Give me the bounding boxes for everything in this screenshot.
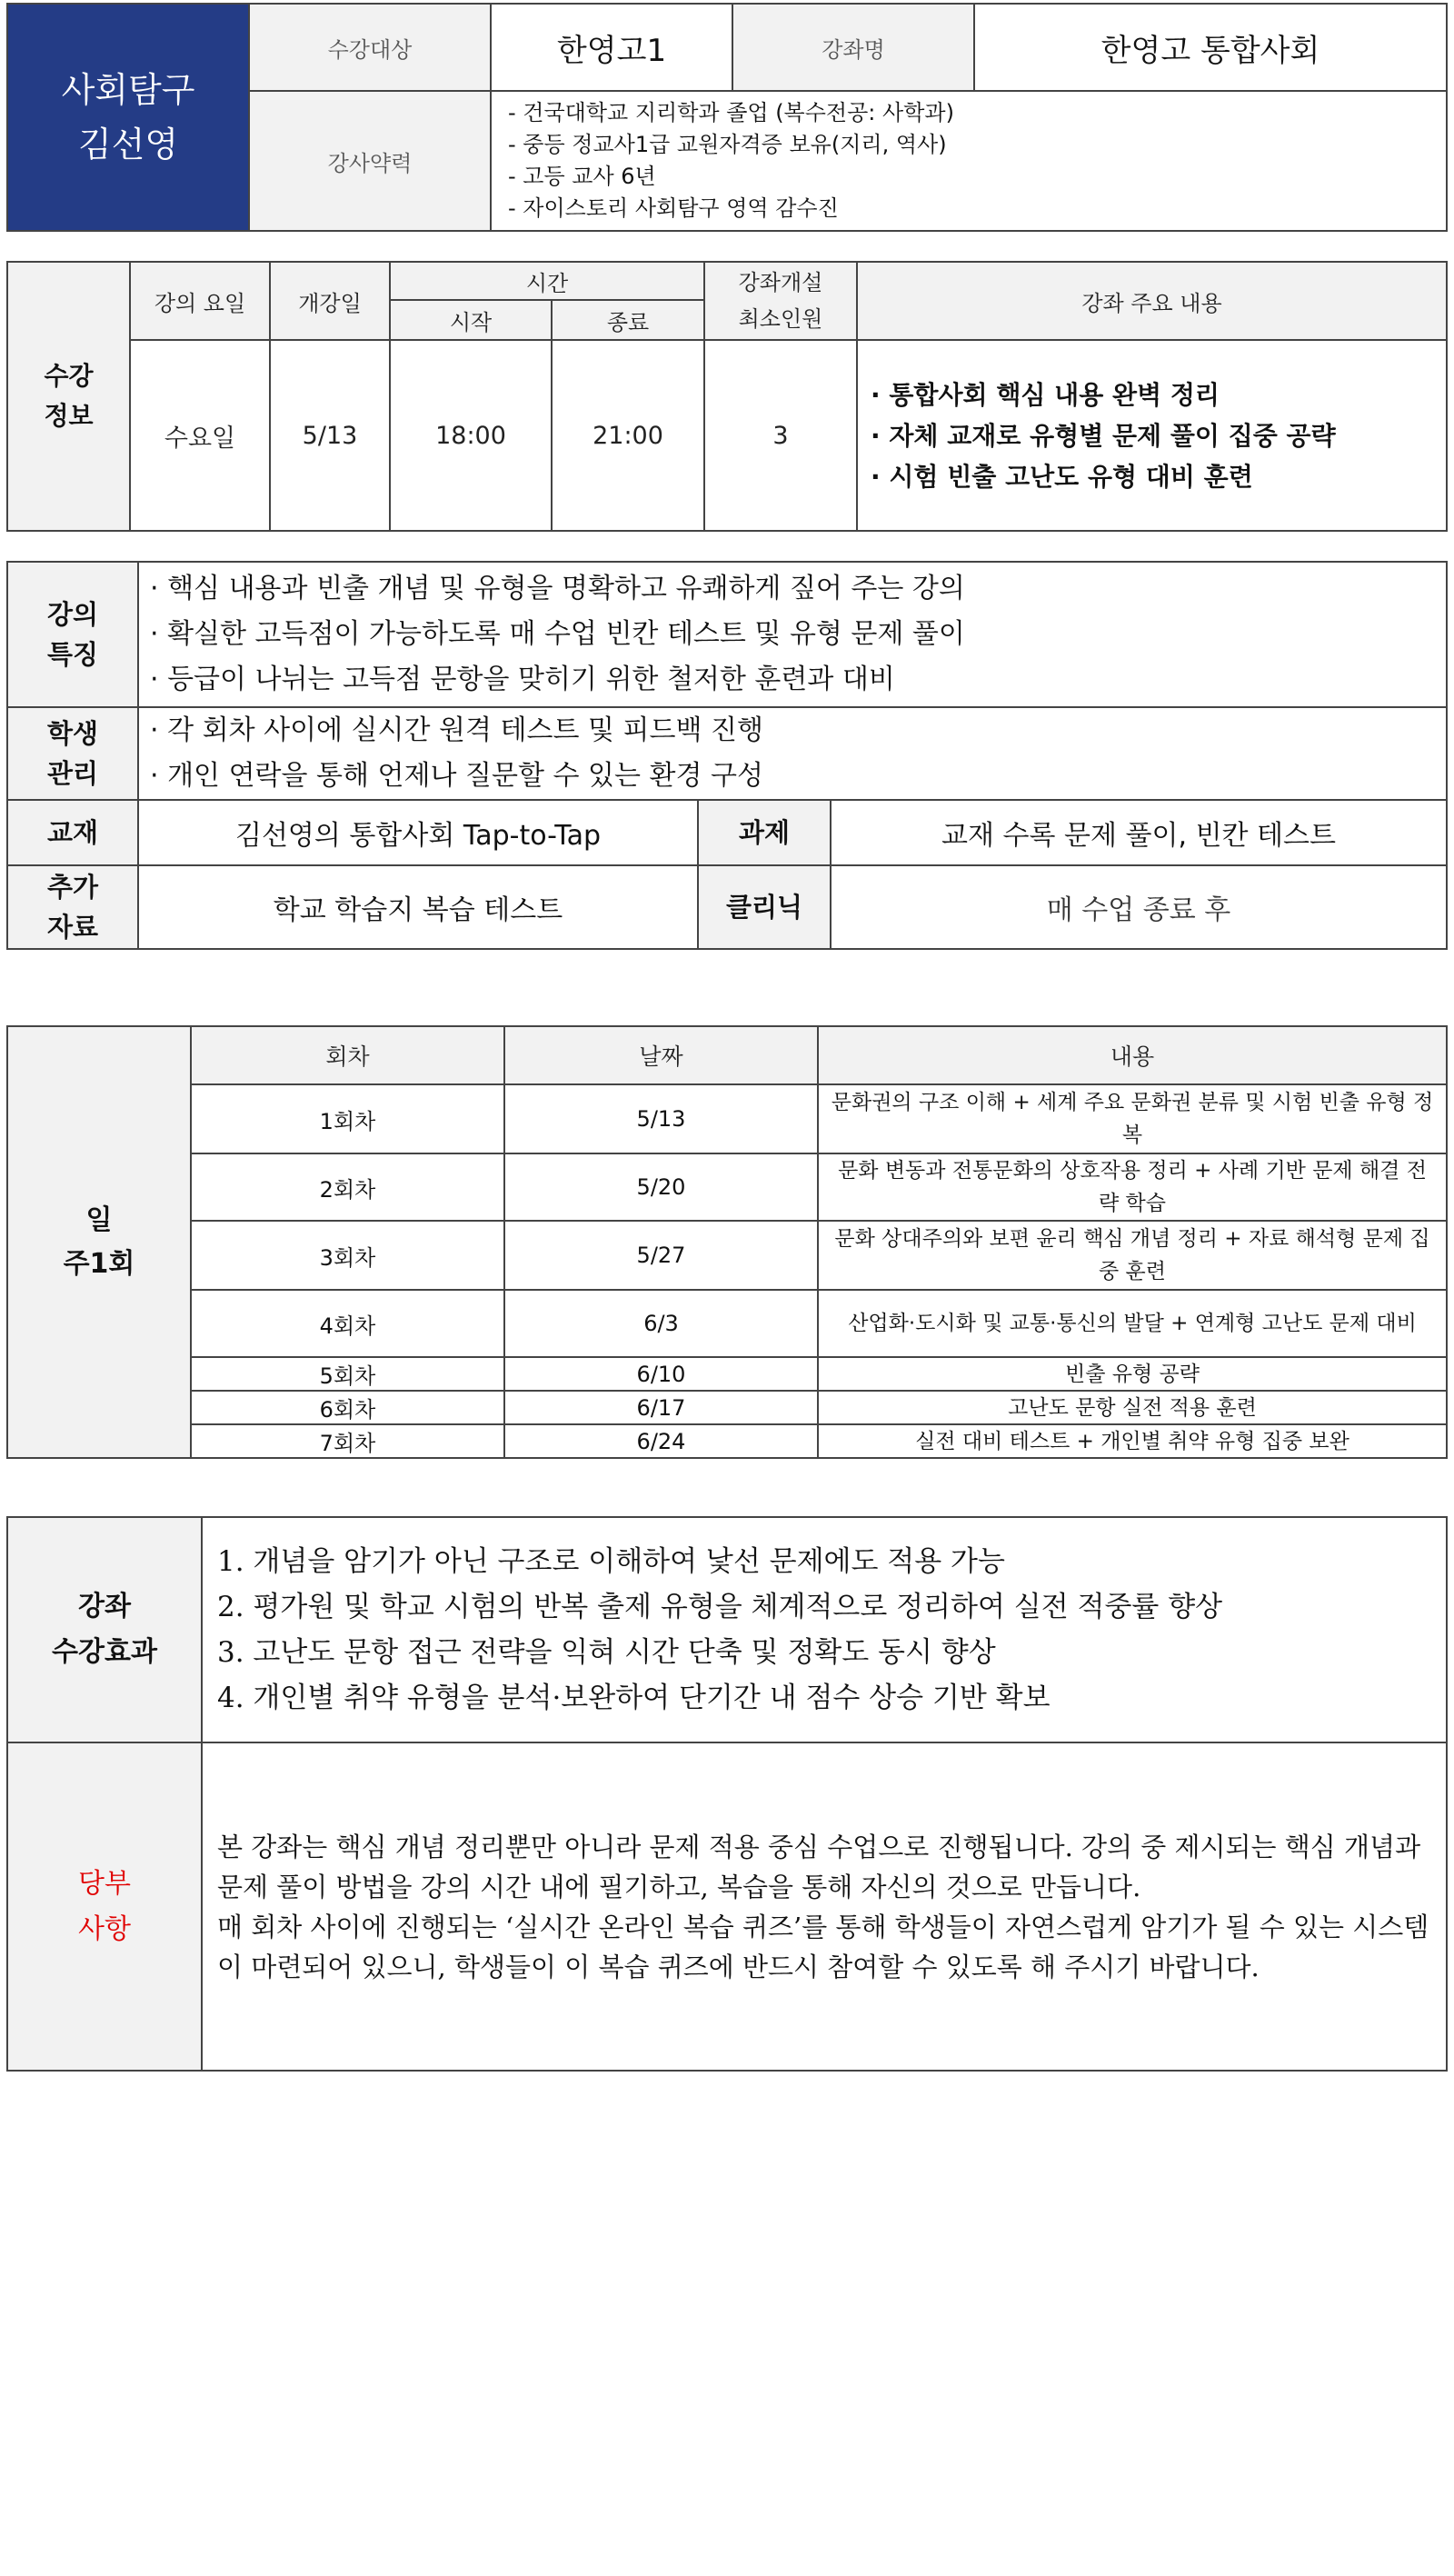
management-item: · 각 회차 사이에 실시간 원격 테스트 및 피드백 진행 xyxy=(150,714,763,746)
start-date-header: 개강일 xyxy=(270,262,390,340)
extra-value: 학교 학습지 복습 테스트 xyxy=(138,865,698,949)
career-item: - 중등 정교사1급 교원자격증 보유(지리, 역사) xyxy=(508,132,947,157)
homework-label: 과제 xyxy=(698,800,831,865)
feature-list xyxy=(138,562,1447,707)
content-cell: 실전 대비 테스트 + 개인별 취약 유형 집중 보완 xyxy=(818,1424,1447,1458)
content-cell: 문화권의 구조 이해 + 세계 주요 문화권 분류 및 시험 빈출 유형 정복 xyxy=(818,1084,1447,1153)
time-header: 시간 xyxy=(390,262,704,300)
session-cell: 3회차 xyxy=(191,1221,504,1290)
content-header: 내용 xyxy=(818,1026,1447,1084)
effect-list xyxy=(202,1517,1447,1742)
table-row xyxy=(7,1084,1447,1153)
features-table xyxy=(6,561,1448,950)
start-date-value: 5/13 xyxy=(270,340,390,531)
content-cell: 산업화·도시화 및 교통·통신의 발달 + 연계형 고난도 문제 대비 xyxy=(818,1290,1447,1357)
time-end-value: 21:00 xyxy=(552,340,704,531)
homework-value: 교재 수록 문제 풀이, 빈칸 테스트 xyxy=(831,800,1447,865)
date-cell: 5/27 xyxy=(504,1221,818,1290)
management-label: 학생 관리 xyxy=(7,707,138,800)
time-end-header: 종료 xyxy=(552,300,704,340)
teacher-badge xyxy=(7,4,249,231)
content-cell: 문화 상대주의와 보편 윤리 핵심 개념 정리 + 자료 해석형 문제 집중 훈련 xyxy=(818,1221,1447,1290)
date-cell: 5/20 xyxy=(504,1153,818,1221)
time-start-header: 시작 xyxy=(390,300,552,340)
session-cell: 4회차 xyxy=(191,1290,504,1357)
session-cell: 1회차 xyxy=(191,1084,504,1153)
table-row xyxy=(7,1290,1447,1357)
day-header: 강의 요일 xyxy=(130,262,270,340)
career-item: - 자이스토리 사회탐구 영역 감수진 xyxy=(508,195,839,221)
subject-label: 사회탐구 xyxy=(61,70,195,110)
effect-item: 4. 개인별 취약 유형을 분석·보완하여 단기간 내 점수 상승 기반 확보 xyxy=(217,1682,1051,1714)
session-cell: 5회차 xyxy=(191,1357,504,1391)
textbook-label: 교재 xyxy=(7,800,138,865)
header-table xyxy=(6,3,1448,232)
content-item: · 자체 교재로 유형별 문제 풀이 집중 공략 xyxy=(871,420,1336,451)
content-item: · 통합사회 핵심 내용 완벽 정리 xyxy=(871,379,1220,410)
management-list xyxy=(138,707,1447,800)
session-header: 회차 xyxy=(191,1026,504,1084)
schedule-table xyxy=(6,1025,1448,1459)
effect-item: 1. 개념을 암기가 아닌 구조로 이해하여 낯선 문제에도 적용 가능 xyxy=(217,1545,1005,1578)
feature-item: · 등급이 나뉘는 고득점 문항을 맞히기 위한 철저한 훈련과 대비 xyxy=(150,664,895,695)
course-info-table xyxy=(6,261,1448,532)
effect-item: 2. 평가원 및 학교 시험의 반복 출제 유형을 체계적으로 정리하여 실전 적중률 향상 xyxy=(217,1591,1223,1623)
session-cell: 7회차 xyxy=(191,1424,504,1458)
feature-item: · 확실한 고득점이 가능하도록 매 수업 빈칸 테스트 및 유형 문제 풀이 xyxy=(150,618,965,650)
teacher-name: 김선영 xyxy=(77,125,179,165)
career-item: - 건국대학교 지리학과 졸업 (복수전공: 사학과) xyxy=(508,100,954,125)
effects-table xyxy=(6,1516,1448,2072)
schedule-side-label: 일 주1회 xyxy=(7,1026,191,1458)
date-cell: 6/3 xyxy=(504,1290,818,1357)
target-value: 한영고1 xyxy=(491,4,732,91)
notice-text: 본 강좌는 핵심 개념 정리뿐만 아니라 문제 적용 중심 수업으로 진행됩니다. 강의 중 제시되는 핵심 개념과 문제 풀이 방법을 강의 시간 내에 필기하고, 복습을 통해 자신의 것으로 만듭니다. 매 회차 사이에 진행되는 ‘실시간 온라인 복습 퀴즈’를 통해 학생들이 자연스럽게 암기가 될 수 있는 시스템이 마련되어 있으니, 학생들이 이 복습 퀴즈에 반드시 참여할 수 있도록 해 주시기 바랍니다. xyxy=(202,1742,1447,2071)
effect-item: 3. 고난도 문항 접근 전략을 익혀 시간 단축 및 정확도 동시 향상 xyxy=(217,1636,996,1669)
min-students-value: 3 xyxy=(704,340,857,531)
day-value: 수요일 xyxy=(130,340,270,531)
clinic-value: 매 수업 종료 후 xyxy=(831,865,1447,949)
date-cell: 5/13 xyxy=(504,1084,818,1153)
target-label: 수강대상 xyxy=(249,4,491,91)
time-start-value: 18:00 xyxy=(390,340,552,531)
content-item: · 시험 빈출 고난도 유형 대비 훈련 xyxy=(871,461,1253,492)
table-row xyxy=(7,1391,1447,1424)
date-cell: 6/10 xyxy=(504,1357,818,1391)
table-row xyxy=(7,1221,1447,1290)
management-item: · 개인 연락을 통해 언제나 질문할 수 있는 환경 구성 xyxy=(150,760,763,792)
content-header: 강좌 주요 내용 xyxy=(857,262,1447,340)
date-cell: 6/24 xyxy=(504,1424,818,1458)
course-label: 강좌명 xyxy=(732,4,974,91)
date-cell: 6/17 xyxy=(504,1391,818,1424)
table-row xyxy=(7,1153,1447,1221)
feature-label: 강의 특징 xyxy=(7,562,138,707)
content-list xyxy=(857,340,1447,531)
course-info-side-label: 수강 정보 xyxy=(7,262,130,531)
session-cell: 6회차 xyxy=(191,1391,504,1424)
career-label: 강사약력 xyxy=(249,91,491,231)
date-header: 날짜 xyxy=(504,1026,818,1084)
feature-item: · 핵심 내용과 빈출 개념 및 유형을 명확하고 유쾌하게 짚어 주는 강의 xyxy=(150,573,965,604)
session-cell: 2회차 xyxy=(191,1153,504,1221)
min-students-header: 강좌개설 최소인원 xyxy=(704,262,857,340)
content-cell: 고난도 문항 실전 적용 훈련 xyxy=(818,1391,1447,1424)
effect-label: 강좌 수강효과 xyxy=(7,1517,202,1742)
career-item: - 고등 교사 6년 xyxy=(508,164,656,189)
table-row xyxy=(7,1357,1447,1391)
table-row xyxy=(7,1424,1447,1458)
textbook-value: 김선영의 통합사회 Tap-to-Tap xyxy=(138,800,698,865)
content-cell: 문화 변동과 전통문화의 상호작용 정리 + 사례 기반 문제 해결 전략 학습 xyxy=(818,1153,1447,1221)
content-cell: 빈출 유형 공략 xyxy=(818,1357,1447,1391)
clinic-label: 클리닉 xyxy=(698,865,831,949)
career-list xyxy=(491,91,1447,231)
notice-label: 당부 사항 xyxy=(7,1742,202,2071)
course-value: 한영고 통합사회 xyxy=(974,4,1447,91)
extra-label: 추가 자료 xyxy=(7,865,138,949)
